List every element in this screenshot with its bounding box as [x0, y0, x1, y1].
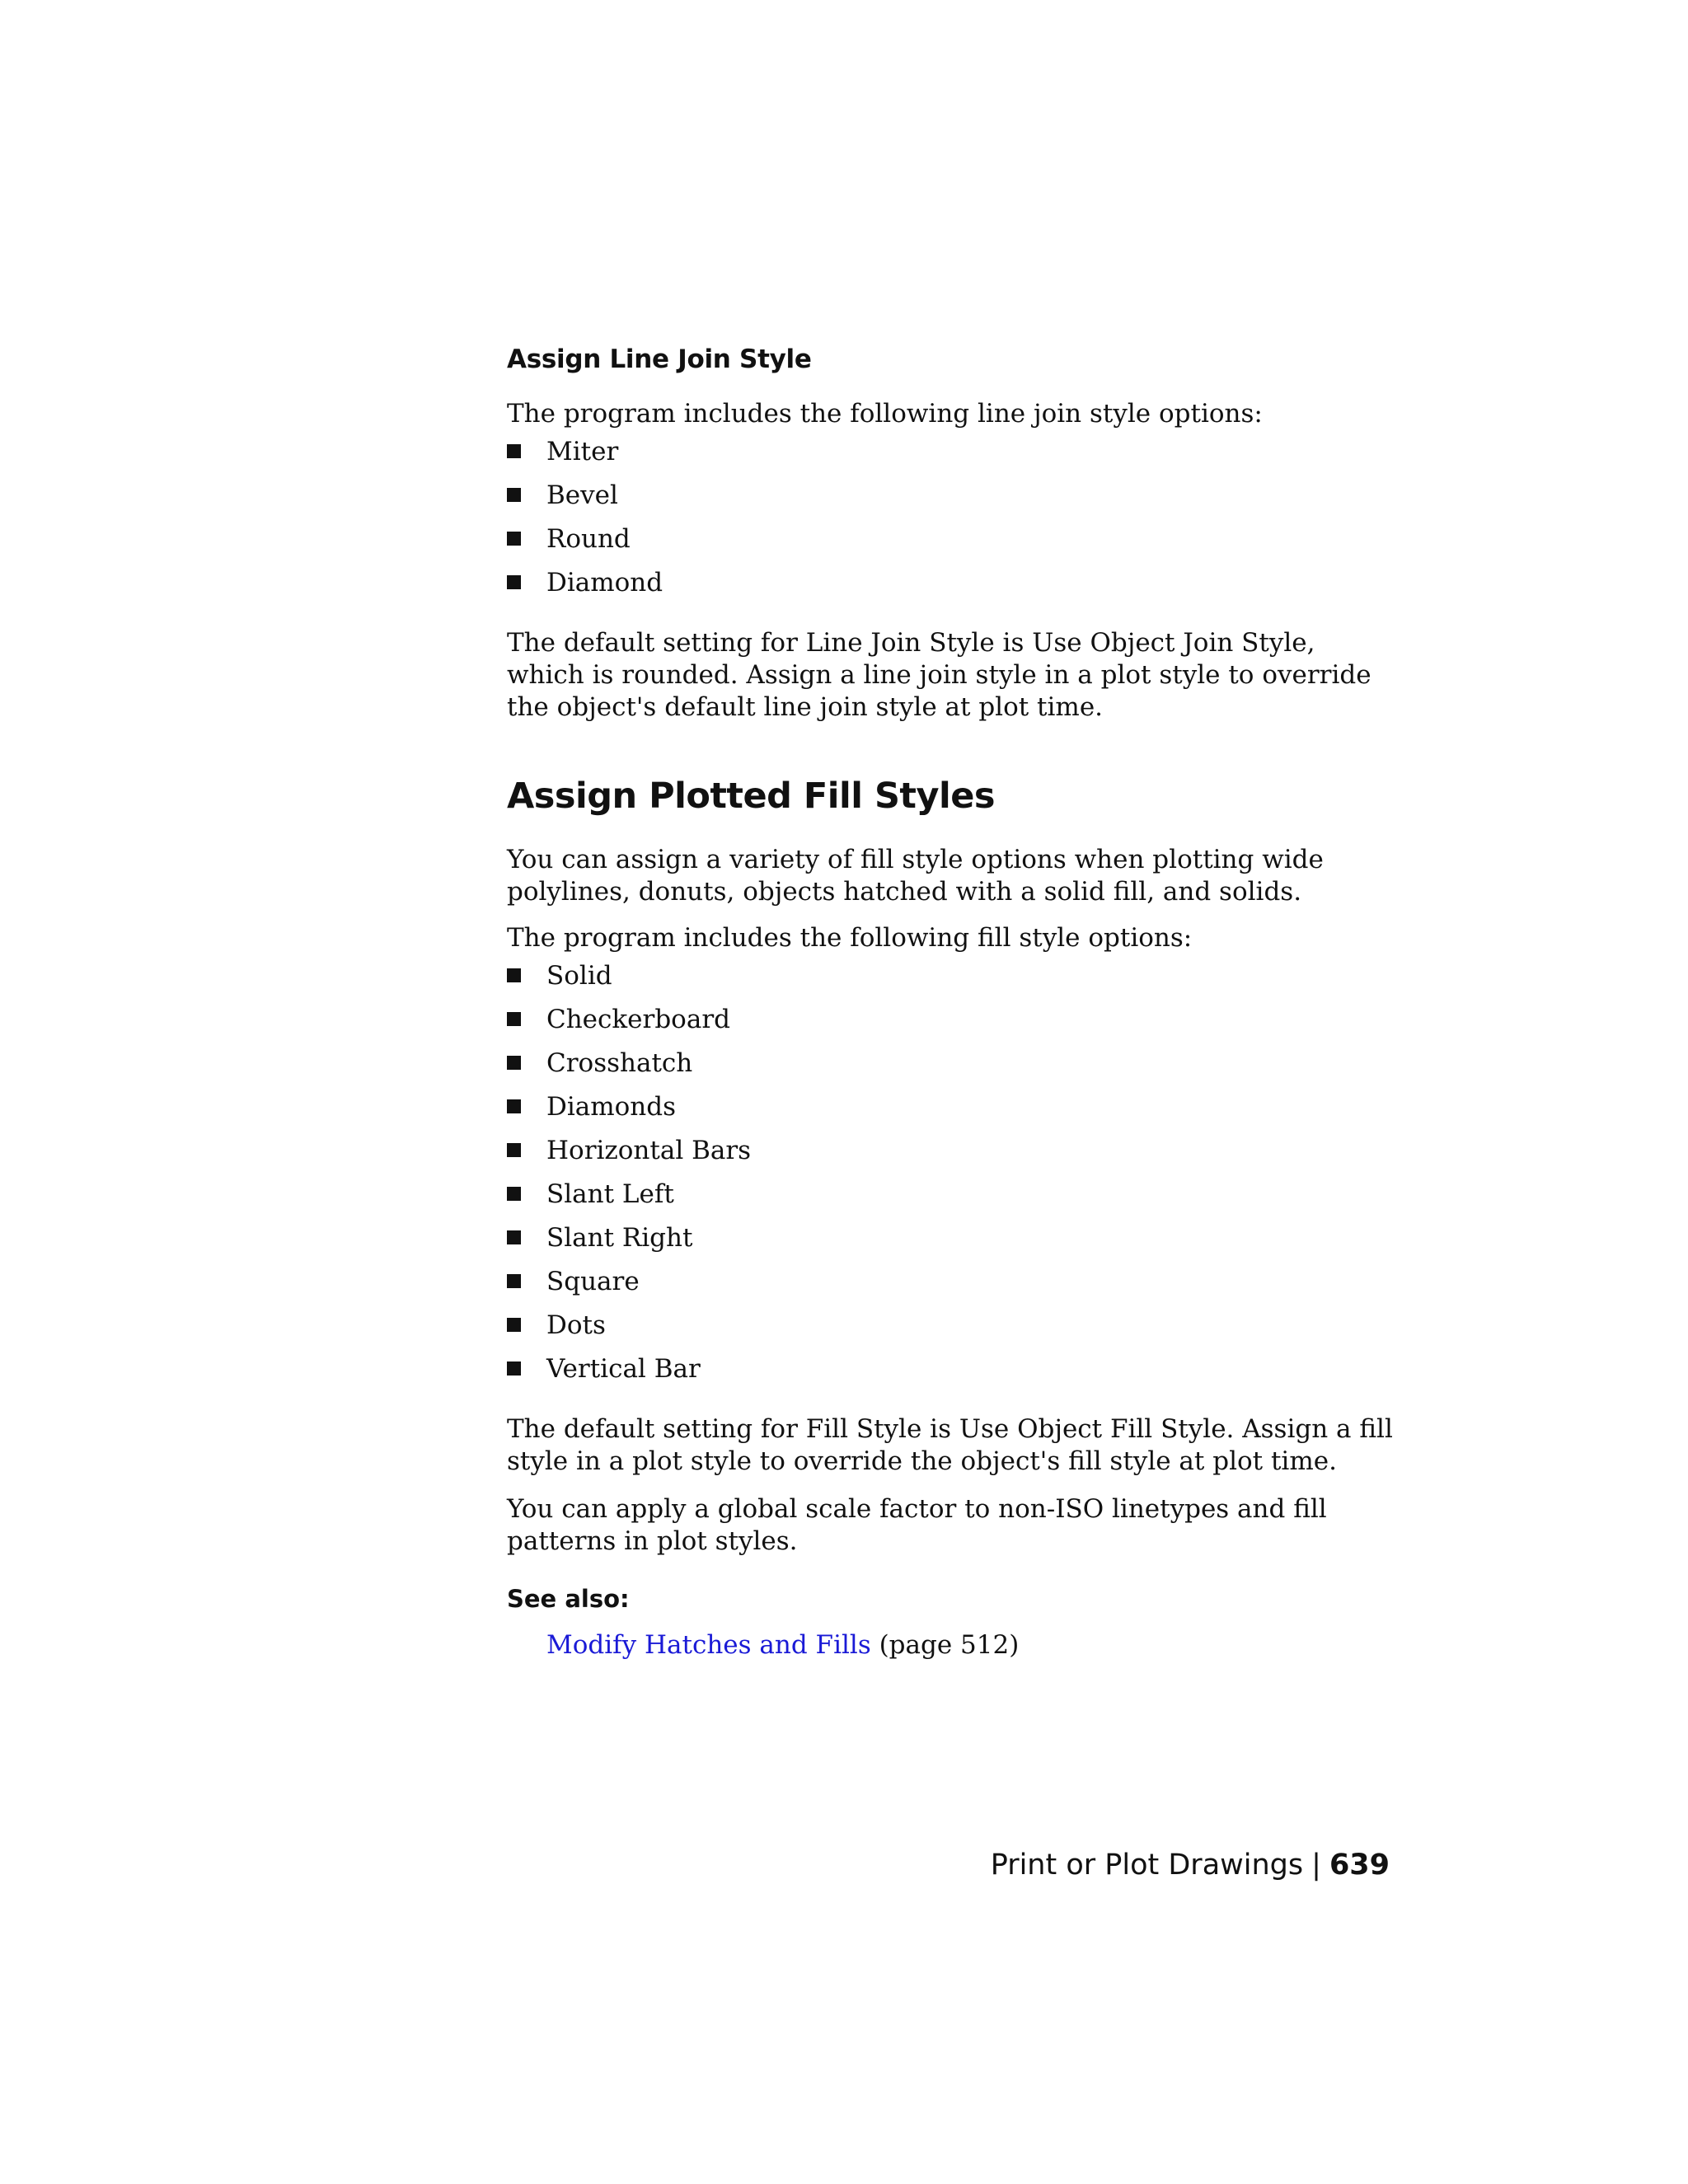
line-join-style-heading: Assign Line Join Style [507, 344, 812, 374]
list-item: Slant Left [507, 1173, 1397, 1216]
footer-separator: | [1311, 1849, 1321, 1882]
list-item: Diamonds [507, 1085, 1397, 1129]
global-scale-paragraph: You can apply a global scale factor to non-ISO linetypes and fill patterns in plot styles. [507, 1494, 1327, 1556]
page-footer [991, 1846, 1390, 1884]
list-item: Dots [507, 1304, 1397, 1347]
chapter-title: Print or Plot Drawings [990, 1849, 1304, 1882]
list-item: Diamond [507, 561, 1397, 605]
list-item: Square [507, 1260, 1397, 1304]
square-bullet-icon [507, 444, 521, 458]
square-bullet-icon [507, 1143, 521, 1157]
square-bullet-icon [507, 1099, 521, 1113]
square-bullet-icon [507, 1361, 521, 1376]
list-item: Round [507, 518, 1397, 561]
list-item: Slant Right [507, 1216, 1397, 1260]
page-content [507, 342, 1397, 1661]
list-item: Horizontal Bars [507, 1129, 1397, 1173]
list-item: Vertical Bar [507, 1347, 1397, 1391]
see-also-entry [507, 1629, 1397, 1661]
line-join-default-paragraph: The default setting for Line Join Style is Use Object Join Style, which is rounded. Assign a line join style in a plot style to override the object's default line join style at plot time. [507, 628, 1372, 722]
square-bullet-icon [507, 488, 521, 502]
page-number: 639 [1329, 1849, 1390, 1882]
fill-styles-paragraph: You can assign a variety of fill style options when plotting wide polylines, donuts, objects hatched with a solid fill, and solids. [507, 845, 1324, 907]
line-join-intro: The program includes the following line join style options: [507, 399, 1263, 429]
square-bullet-icon [507, 532, 521, 546]
square-bullet-icon [507, 575, 521, 589]
page-reference: (page 512) [870, 1630, 1020, 1660]
see-also-label: See also: [507, 1585, 630, 1613]
fill-styles-intro: The program includes the following fill style options: [507, 923, 1193, 953]
square-bullet-icon [507, 968, 521, 982]
list-item: Crosshatch [507, 1042, 1397, 1085]
fill-styles-section-title: Assign Plotted Fill Styles [507, 776, 996, 817]
list-item: Miter [507, 430, 1397, 474]
square-bullet-icon [507, 1274, 521, 1288]
list-item: Solid [507, 954, 1397, 998]
line-join-options-list [507, 430, 1397, 605]
fill-style-default-paragraph: The default setting for Fill Style is Use Object Fill Style. Assign a fill style in a plot style to override the object's fill style at plot time. [507, 1414, 1393, 1476]
modify-hatches-link[interactable]: Modify Hatches and Fills [546, 1630, 871, 1660]
square-bullet-icon [507, 1187, 521, 1201]
list-item: Checkerboard [507, 998, 1397, 1042]
square-bullet-icon [507, 1318, 521, 1332]
fill-style-options-list [507, 954, 1397, 1391]
square-bullet-icon [507, 1056, 521, 1070]
square-bullet-icon [507, 1230, 521, 1244]
list-item: Bevel [507, 474, 1397, 518]
square-bullet-icon [507, 1012, 521, 1026]
